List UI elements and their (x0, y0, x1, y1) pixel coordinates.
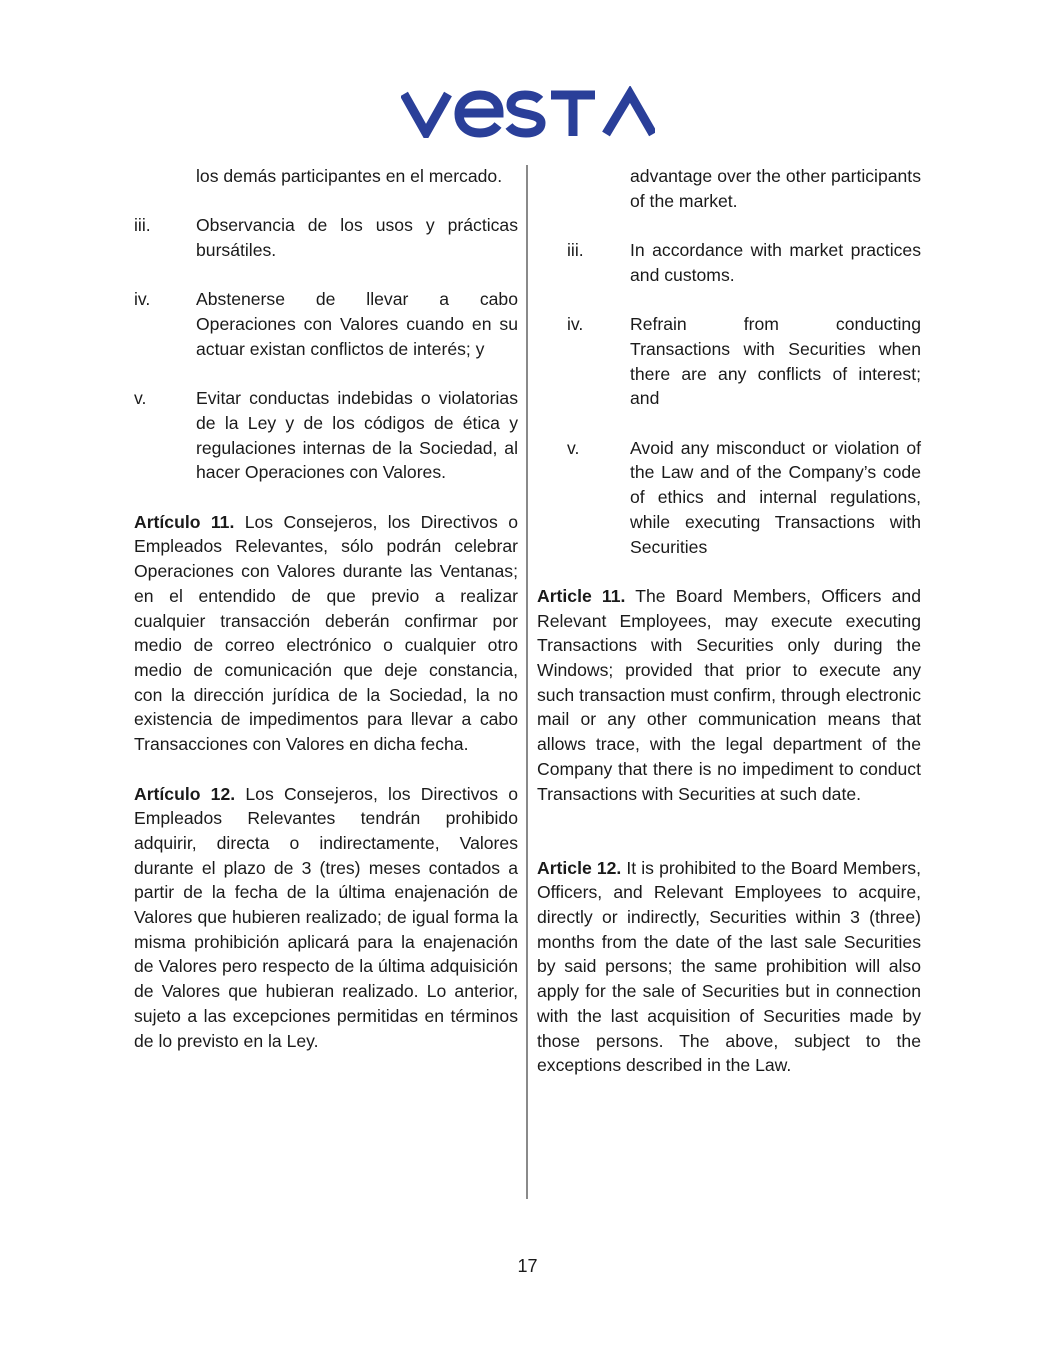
article-text: Los Consejeros, los Directivos o Empleados Relevantes tendrán prohibido adquirir, directa o indirectamente, Valores durante el plazo de 3 (tres) meses contados a partir de la fecha de la última enajenación de Valores que hubieren realizado; de igual forma la misma prohibición aplicará para la enajenación de Valores pero respecto de la última adquisición de Valores que hubieran realizado. Lo anterior, sujeto a las excepciones permitidas en términos de lo previsto en la Ley. (134, 783, 519, 1051)
item-number: iv. (567, 314, 584, 335)
article-heading: Artículo 12. (134, 783, 236, 804)
item-text: advantage over the other participants of the market. (630, 166, 921, 211)
item-text: Observancia de los usos y prácticas bursátiles. (196, 215, 518, 261)
english-column (537, 164, 921, 1078)
article-11-en (537, 584, 921, 806)
item-text: Refrain from conducting Transactions with Securities when there are any conflicts of interest; and (630, 314, 921, 409)
article-text: It is prohibited to the Board Members, Officers, and Relevant Employees to acquire, directly or indirectly, Securities within 3 (three) months from the date of the last sale Securities by said persons; the same prohibition will also apply for the sale of Securities but in connection with the last acquisition of Securities made by those persons. The above, subject to the exceptions described in the Law. (537, 857, 921, 1076)
page-number: 17 (517, 1256, 538, 1276)
item-number: v. (134, 388, 147, 409)
list-item-iv (537, 312, 921, 411)
list-item-continuation (134, 164, 518, 189)
item-text: Abstenerse de llevar a cabo Operaciones con Valores cuando en su actuar existan conflictos de interés; y (196, 289, 518, 359)
list-item-iii (537, 238, 921, 287)
article-heading: Article 12. (537, 857, 622, 878)
article-text: The Board Members, Officers and Relevant Employees, may execute executing Transactions with Securities only during the Windows; provided that prior to execute any such transaction must confirm, through electronic mail or any other communication means that allows trace, with the legal department of the Company that there is no impediment to conduct Transactions with Securities at such date. (537, 585, 921, 804)
article-11-es (134, 510, 518, 757)
item-number: iii. (567, 240, 584, 261)
item-number: v. (567, 437, 580, 458)
item-text: Avoid any misconduct or violation of the Law and of the Company’s code of ethics and internal regulations, while executing Transactions with Securities (630, 437, 921, 557)
list-item-iv (134, 287, 518, 361)
article-text: Los Consejeros, los Directivos o Empleados Relevantes, sólo podrán celebrar Operaciones con Valores durante las Ventanas; en el entendido de que previo a realizar cualquier transacción deberán confirmar por medio de correo electrónico o cualquier otro medio de comunicación que deje constancia, con la dirección jurídica de la Sociedad, la no existencia de impedimentos para llevar a cabo Transacciones con Valores en dicha fecha. (134, 511, 518, 755)
list-item-continuation (537, 164, 921, 213)
article-12-en (537, 856, 921, 1078)
item-text: Evitar conductas indebidas o violatorias de la Ley y de los códigos de ética y regulaciones internas de la Sociedad, al hacer Operaciones con Valores. (196, 388, 518, 483)
item-number: iv. (134, 289, 151, 310)
article-heading: Artículo 11. (134, 511, 235, 532)
list-item-v (134, 386, 518, 485)
item-text: In accordance with market practices and customs. (630, 240, 921, 285)
article-heading: Article 11. (537, 585, 626, 606)
list-item-v (537, 436, 921, 560)
item-text: los demás participantes en el mercado. (196, 166, 503, 186)
vesta-logo (401, 86, 655, 138)
item-number: iii. (134, 215, 151, 236)
article-12-es (134, 782, 518, 1054)
spanish-column (134, 164, 518, 1053)
list-item-iii (134, 213, 518, 262)
column-divider (526, 165, 528, 1199)
